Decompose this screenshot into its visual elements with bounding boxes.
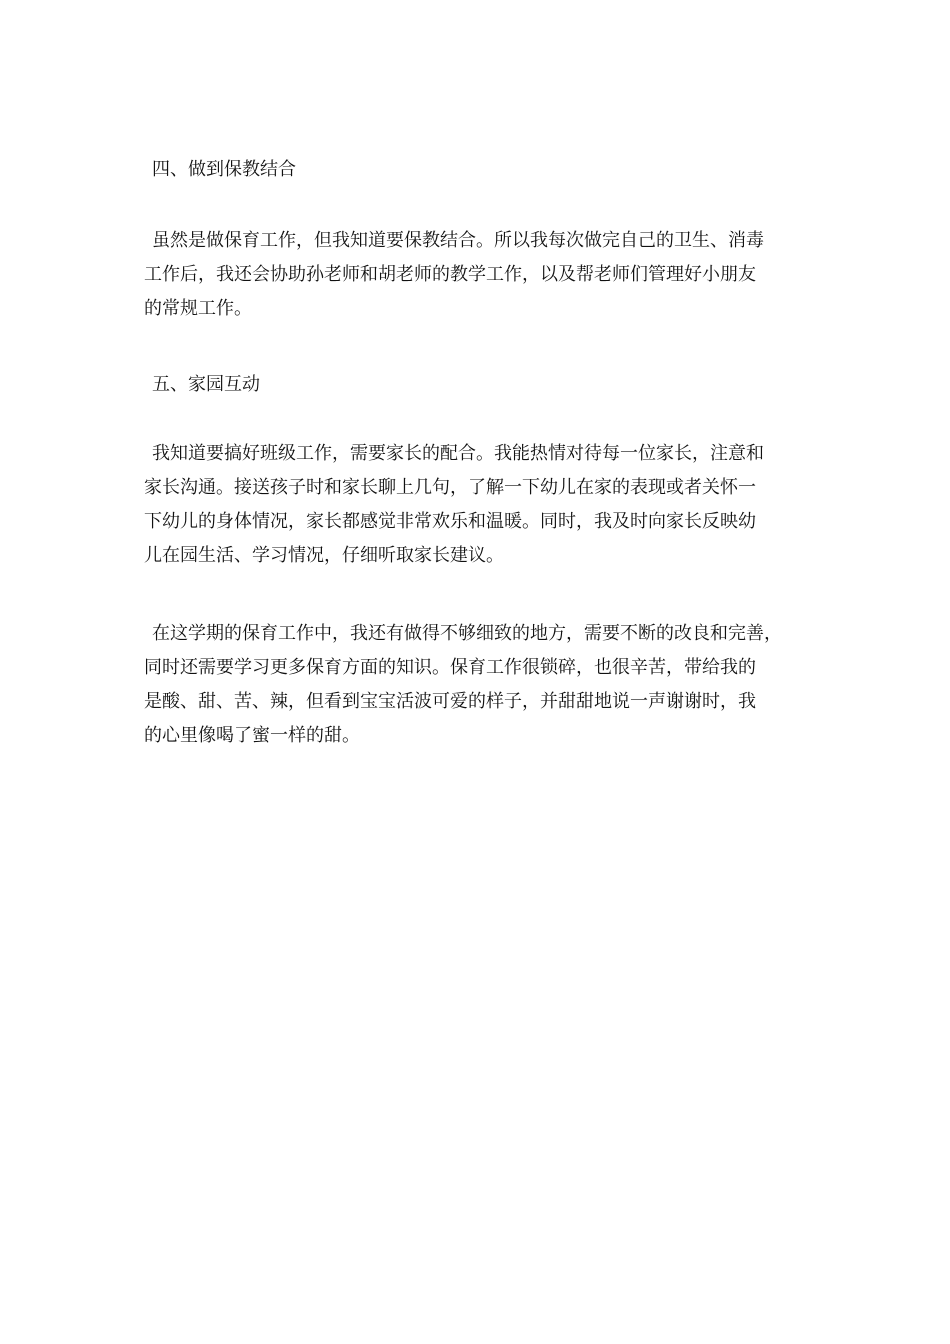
paragraph-section-5 bbox=[144, 437, 812, 573]
paragraph-line: 工作后，我还会协助孙老师和胡老师的教学工作，以及帮老师们管理好小朋友 bbox=[144, 264, 756, 285]
paragraph-line: 家长沟通。接送孩子时和家长聊上几句，了解一下幼儿在家的表现或者关怀一 bbox=[144, 477, 756, 498]
paragraph-line: 下幼儿的身体情况，家长都感觉非常欢乐和温暖。同时，我及时向家长反映幼 bbox=[144, 511, 756, 532]
paragraph-line: 的心里像喝了蜜一样的甜。 bbox=[144, 725, 360, 746]
paragraph-line: 我知道要搞好班级工作，需要家长的配合。我能热情对待每一位家长，注意和 bbox=[152, 443, 764, 464]
paragraph-line: 同时还需要学习更多保育方面的知识。保育工作很锁碎，也很辛苦，带给我的 bbox=[144, 657, 756, 678]
paragraph-line: 儿在园生活、学习情况，仔细听取家长建议。 bbox=[144, 545, 504, 566]
section-heading-4: 四、做到保教结合 bbox=[152, 159, 296, 180]
paragraph-line: 是酸、甜、苦、辣，但看到宝宝活波可爱的样子，并甜甜地说一声谢谢时，我 bbox=[144, 691, 756, 712]
paragraph-line: 在这学期的保育工作中，我还有做得不够细致的地方，需要不断的改良和完善， bbox=[152, 623, 782, 644]
paragraph-line: 的常规工作。 bbox=[144, 298, 252, 319]
paragraph-closing bbox=[144, 617, 812, 753]
paragraph-line: 虽然是做保育工作，但我知道要保教结合。所以我每次做完自己的卫生、消毒 bbox=[152, 230, 764, 251]
paragraph-section-4 bbox=[144, 224, 812, 326]
section-heading-5: 五、家园互动 bbox=[152, 374, 260, 395]
